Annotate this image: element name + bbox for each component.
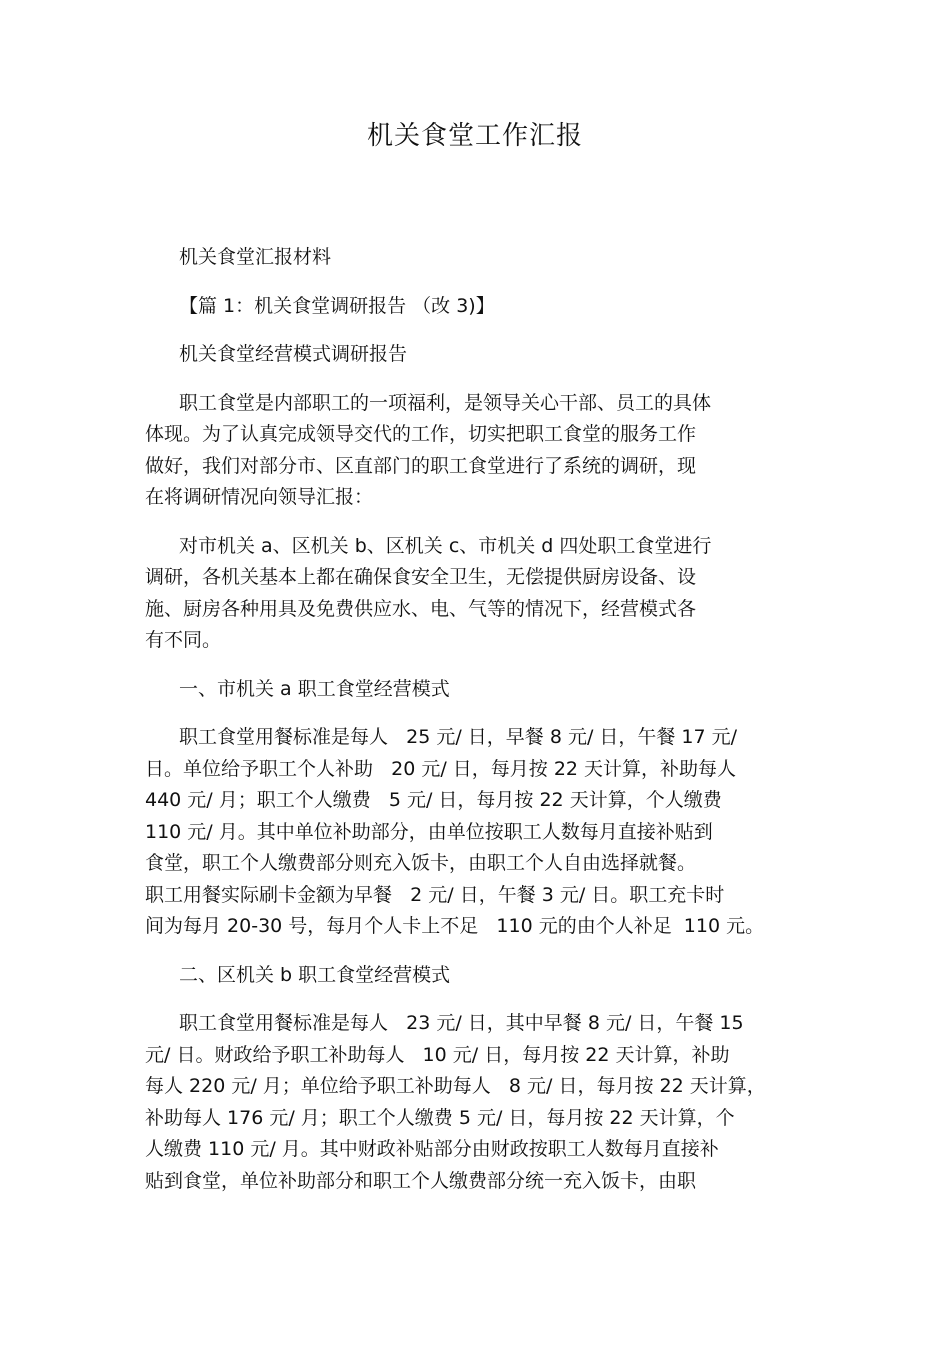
- section-heading-b: [145, 960, 835, 992]
- paragraph-line: 元/ 日。财政给予职工补助每人 10 元/ 日，每月按 22 天计算，补助: [145, 1043, 730, 1066]
- paragraph-line: 职工用餐实际刷卡金额为早餐 2 元/ 日，午餐 3 元/ 日。职工充卡时: [145, 883, 725, 906]
- paragraph-line: 二、区机关 b 职工食堂经营模式: [179, 963, 451, 986]
- paragraph-line: 职工食堂是内部职工的一项福利，是领导关心干部、员工的具体: [179, 391, 712, 414]
- paragraph-6: [145, 722, 835, 943]
- paragraph-3: [145, 339, 835, 371]
- paragraph-line: 施、厨房各种用具及免费供应水、电、气等的情况下，经营模式各: [145, 597, 697, 620]
- paragraph-line: 有不同。: [145, 629, 222, 651]
- paragraph-5: [145, 531, 835, 657]
- paragraph-line: 日。单位给予职工个人补助 20 元/ 日，每月按 22 天计算，补助每人: [145, 757, 737, 780]
- paragraph-line: 机关食堂经营模式调研报告: [179, 343, 408, 365]
- paragraph-line: 职工食堂用餐标准是每人 23 元/ 日，其中早餐 8 元/ 日，午餐 15: [179, 1012, 744, 1034]
- paragraph-line: 职工食堂用餐标准是每人 25 元/ 日，早餐 8 元/ 日，午餐 17 元/: [179, 726, 738, 748]
- section-heading-a: [145, 674, 835, 706]
- document-body: [145, 242, 835, 1197]
- paragraph-1: [145, 242, 835, 274]
- paragraph-line: 人缴费 110 元/ 月。其中财政补贴部分由财政按职工人数每月直接补: [145, 1138, 719, 1160]
- paragraph-line: 一、市机关 a 职工食堂经营模式: [179, 677, 450, 700]
- paragraph-line: 补助每人 176 元/ 月；职工个人缴费 5 元/ 日，每月按 22 天计算，个: [145, 1106, 735, 1129]
- paragraph-line: 【篇 1：机关食堂调研报告 （改 3)】: [179, 294, 495, 317]
- paragraph-line: 110 元/ 月。其中单位补助部分，由单位按职工人数每月直接补贴到: [145, 820, 713, 843]
- paragraph-line: 机关食堂汇报材料: [179, 246, 332, 268]
- paragraph-7: [145, 1008, 835, 1197]
- paragraph-line: 440 元/ 月；职工个人缴费 5 元/ 日，每月按 22 天计算，个人缴费: [145, 789, 722, 811]
- paragraph-line: 体现。为了认真完成领导交代的工作，切实把职工食堂的服务工作: [145, 423, 697, 445]
- paragraph-line: 贴到食堂，单位补助部分和职工个人缴费部分统一充入饭卡，由职: [145, 1169, 697, 1192]
- paragraph-line: 对市机关 a、区机关 b、区机关 c、市机关 d 四处职工食堂进行: [179, 534, 712, 557]
- paragraph-4: [145, 388, 835, 514]
- paragraph-line: 在将调研情况向领导汇报：: [145, 486, 374, 508]
- paragraph-line: 每人 220 元/ 月；单位给予职工补助每人 8 元/ 日，每月按 22 天计算，: [145, 1075, 766, 1097]
- document-title: 机关食堂工作汇报: [366, 121, 583, 151]
- paragraph-line: 间为每月 20-30 号，每月个人卡上不足 110 元的由个人补足 110 元。: [145, 915, 765, 937]
- paragraph-line: 食堂，职工个人缴费部分则充入饭卡，由职工个人自由选择就餐。: [145, 852, 697, 874]
- paragraph-2: [145, 291, 835, 323]
- paragraph-line: 做好，我们对部分市、区直部门的职工食堂进行了系统的调研，现: [145, 454, 697, 477]
- paragraph-line: 调研，各机关基本上都在确保食安全卫生，无偿提供厨房设备、设: [145, 566, 697, 588]
